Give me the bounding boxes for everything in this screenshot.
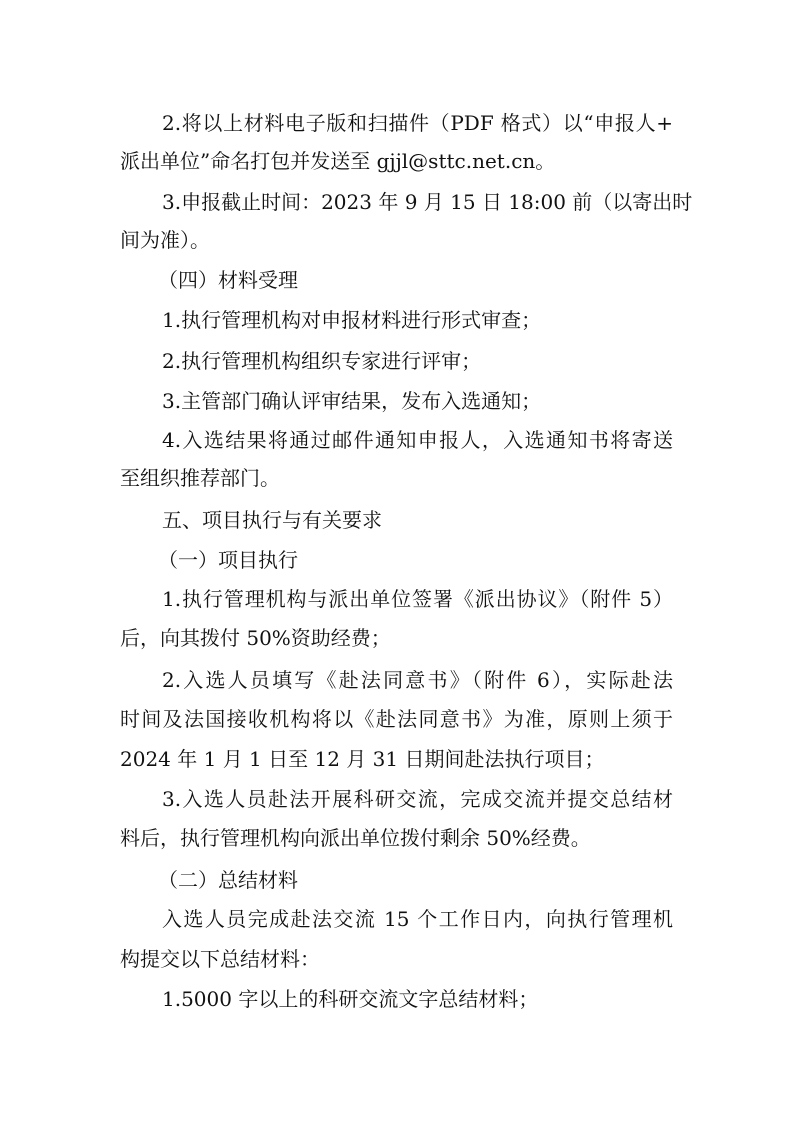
- body-text-line: 时间及法国接收机构将以《赴法同意书》为准，原则上须于: [120, 707, 673, 731]
- body-text-line: 料后，执行管理机构向派出单位拨付剩余 50%经费。: [120, 826, 591, 850]
- body-text-line: 派出单位”命名打包并发送至 gjjl@sttc.net.cn。: [120, 149, 556, 173]
- body-text-line: 3.入选人员赴法开展科研交流，完成交流并提交总结材: [162, 787, 673, 811]
- body-text-line: 1.执行管理机构对申报材料进行形式审查；: [162, 308, 542, 332]
- body-text-line: 入选人员完成赴法交流 15 个工作日内，向执行管理机: [162, 907, 673, 931]
- section-heading-1: （一）项目执行: [158, 548, 298, 572]
- chapter-heading: 五、项目执行与有关要求: [162, 508, 382, 532]
- body-text-line: 2.入选人员填写《赴法同意书》（附件 6），实际赴法: [162, 668, 673, 692]
- body-text-line: 3.申报截止时间：2023 年 9 月 15 日 18:00 前（以寄出时: [162, 190, 693, 214]
- section-heading-2: （二）总结材料: [158, 868, 298, 892]
- body-text-line: 2.执行管理机构组织专家进行评审；: [162, 349, 482, 373]
- body-text-line: 至组织推荐部门。: [120, 466, 280, 490]
- body-text-line: 2024 年 1 月 1 日至 12 月 31 日期间赴法执行项目；: [120, 747, 605, 771]
- body-text-line: 间为准）。: [120, 228, 210, 252]
- body-text-line: 3.主管部门确认评审结果，发布入选通知；: [162, 389, 542, 413]
- body-text-line: 2.将以上材料电子版和扫描件（PDF 格式）以“申报人+: [162, 111, 673, 135]
- body-text-line: 1.5000 字以上的科研交流文字总结材料；: [162, 987, 539, 1011]
- section-heading-4: （四）材料受理: [158, 268, 298, 292]
- body-text-line: 后，向其拨付 50%资助经费；: [120, 626, 391, 650]
- body-text-line: 4.入选结果将通过邮件通知申报人，入选通知书将寄送: [162, 428, 673, 452]
- body-text-line: 构提交以下总结材料：: [120, 947, 320, 971]
- body-text-line: 1.执行管理机构与派出单位签署《派出协议》（附件 5）: [162, 587, 673, 611]
